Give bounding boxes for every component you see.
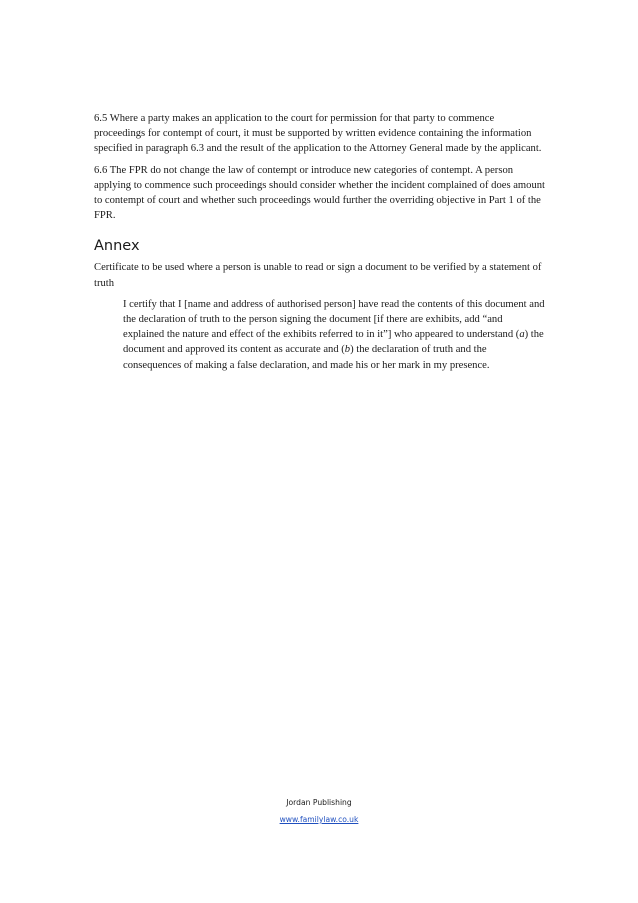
footer-website-link[interactable]: www.familylaw.co.uk <box>279 815 359 824</box>
certificate-text-part3: ) the declaration of truth and the consequences of making a false declaration, and made his or her mark in my presence. <box>123 344 490 371</box>
document-body <box>94 111 546 379</box>
page-footer <box>0 794 638 828</box>
paragraph-6-5: 6.5 Where a party makes an application to the court for permission for that party to commence proceedings for contempt of court, it must be supported by written evidence containing the information specified in paragraph 6.3 and the result of the application to the Attorney General made by the applicant. <box>94 113 542 155</box>
annex-heading: Annex <box>94 238 140 255</box>
certificate-text <box>123 297 546 373</box>
footer-publisher: Jordan Publishing <box>286 798 352 807</box>
certificate-text-part1: I certify that I [name and address of authorised person] have read the contents of this document and the declaration of truth to the person signing the document [if there are exhibits, add “and explained the nature and effect of the exhibits referred to in it”] who appeared to understand ( <box>123 298 545 341</box>
certificate-item-a: a <box>519 329 525 341</box>
certificate-text-part2: ) the document and approved its content as accurate and ( <box>123 329 544 356</box>
annex-intro: Certificate to be used where a person is unable to read or sign a document to be verified by a statement of truth <box>94 262 542 289</box>
certificate-item-b: b <box>344 344 351 356</box>
paragraph-6-6: 6.6 The FPR do not change the law of contempt or introduce new categories of contempt. A person applying to commence such proceedings should consider whether the incident complained of does amount to contempt of court and whether such proceedings would further the overriding objective in Part 1 of the FPR. <box>94 164 545 222</box>
